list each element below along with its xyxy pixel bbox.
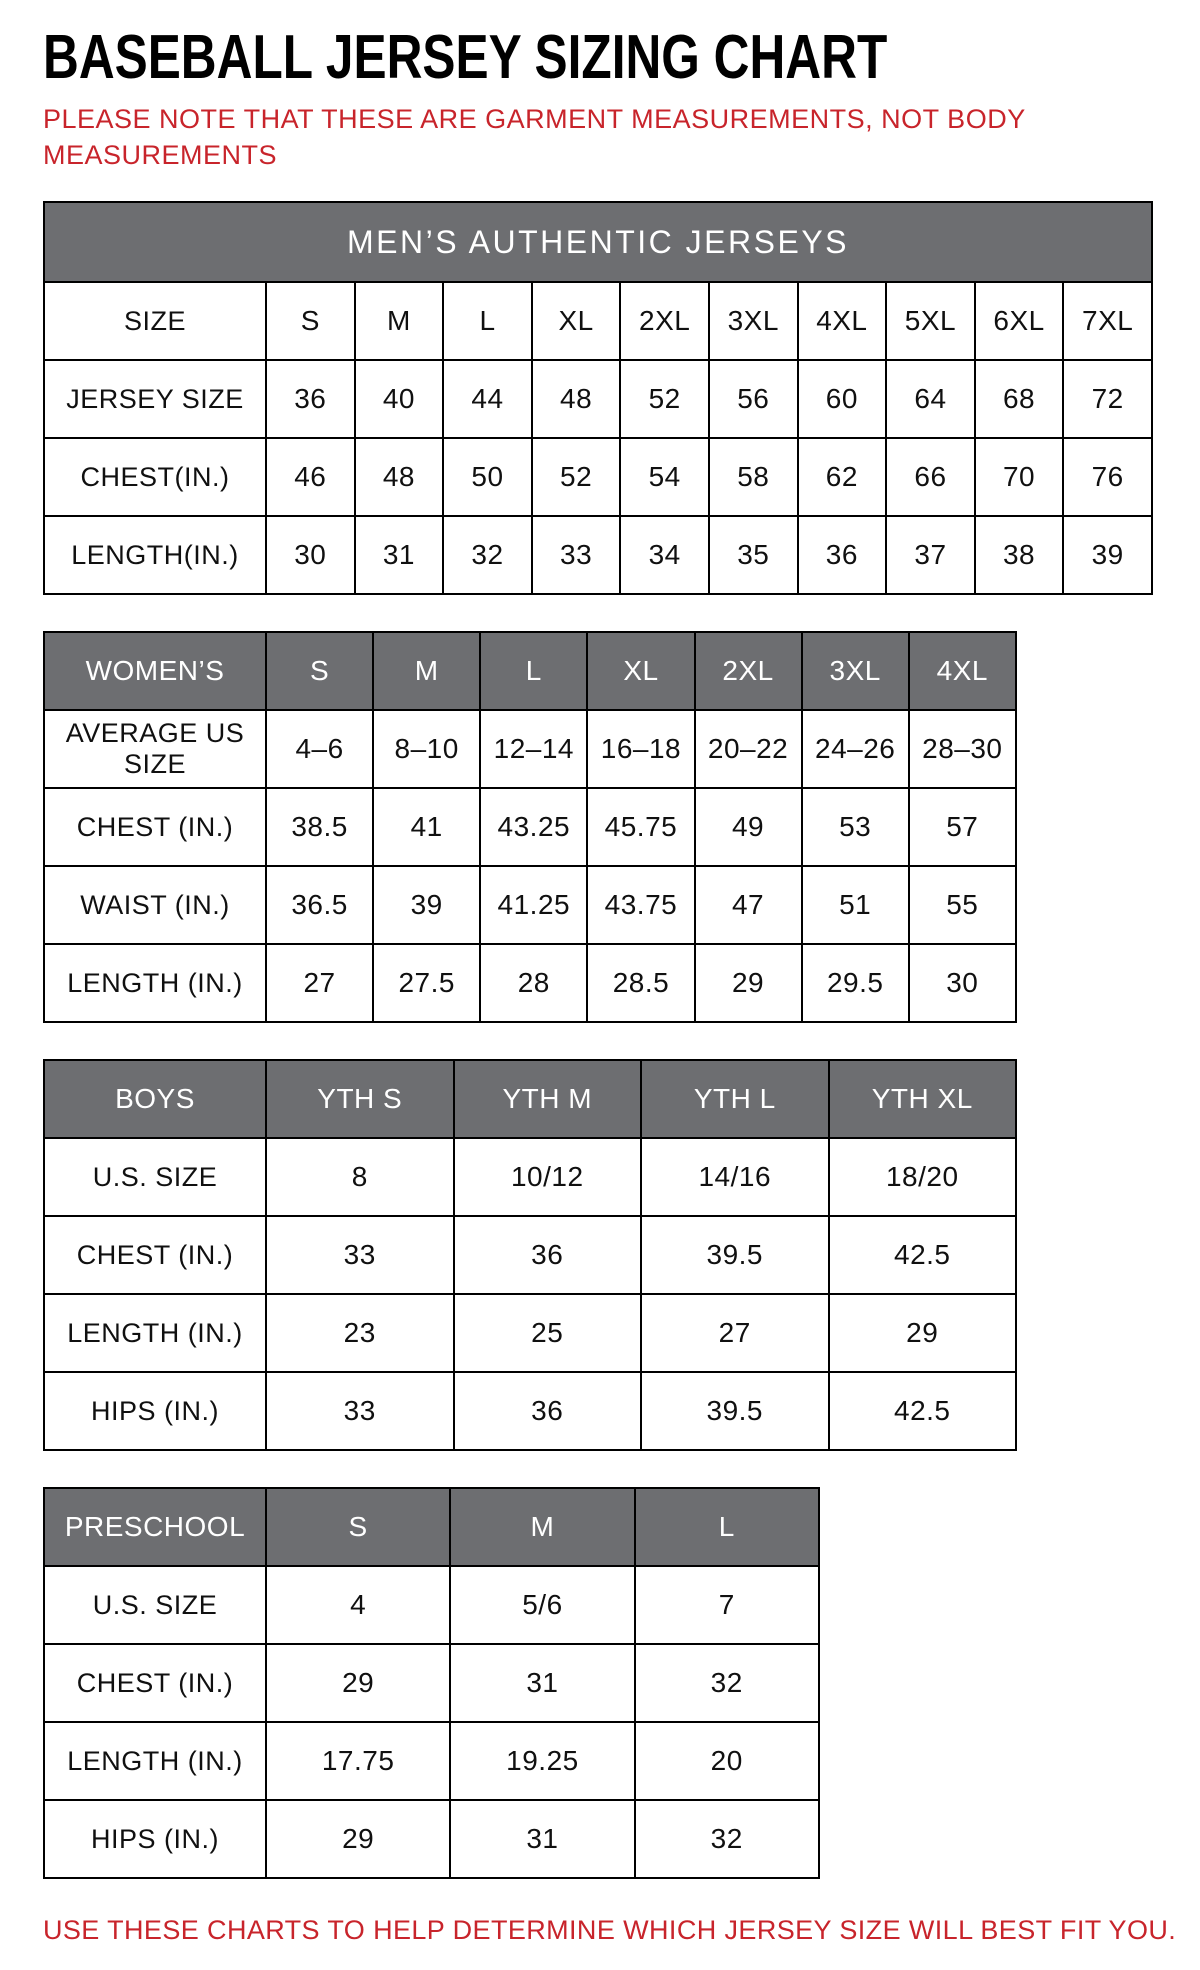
table-cell: 48 <box>532 360 621 438</box>
column-header: M <box>450 1488 634 1566</box>
table-cell: 14/16 <box>641 1138 829 1216</box>
row-label: LENGTH (IN.) <box>44 1722 266 1800</box>
table-cell: 36 <box>266 360 355 438</box>
table-cell: 39 <box>1063 516 1152 594</box>
table-cell: 4XL <box>798 282 887 360</box>
table-row <box>44 866 1016 944</box>
table-cell: 5/6 <box>450 1566 634 1644</box>
table-cell: 5XL <box>886 282 975 360</box>
table-cell: 76 <box>1063 438 1152 516</box>
mens-table-body <box>44 282 1152 594</box>
table-cell: 43.25 <box>480 788 587 866</box>
mens-table-head <box>44 202 1152 282</box>
table-cell: 17.75 <box>266 1722 450 1800</box>
column-header: YTH XL <box>829 1060 1017 1138</box>
table-cell: 33 <box>532 516 621 594</box>
table-cell: 18/20 <box>829 1138 1017 1216</box>
table-cell: 34 <box>620 516 709 594</box>
table-cell: 28–30 <box>909 710 1016 788</box>
table-header-label: BOYS <box>44 1060 266 1138</box>
table-banner-row <box>44 202 1152 282</box>
table-cell: 27 <box>641 1294 829 1372</box>
table-cell: 36 <box>454 1372 642 1450</box>
table-cell: 3XL <box>709 282 798 360</box>
boys-table-body <box>44 1060 1016 1450</box>
table-cell: XL <box>532 282 621 360</box>
row-label: CHEST(IN.) <box>44 438 266 516</box>
table-cell: 66 <box>886 438 975 516</box>
table-cell: 48 <box>355 438 444 516</box>
table-cell: 36 <box>454 1216 642 1294</box>
row-label: U.S. SIZE <box>44 1566 266 1644</box>
table-cell: 64 <box>886 360 975 438</box>
table-row <box>44 438 1152 516</box>
table-cell: 24–26 <box>802 710 909 788</box>
row-label: LENGTH (IN.) <box>44 944 266 1022</box>
column-header: YTH M <box>454 1060 642 1138</box>
table-cell: 55 <box>909 866 1016 944</box>
table-row <box>44 516 1152 594</box>
table-cell: 53 <box>802 788 909 866</box>
table-cell: 58 <box>709 438 798 516</box>
table-cell: 32 <box>443 516 532 594</box>
column-header: L <box>480 632 587 710</box>
table-cell: 46 <box>266 438 355 516</box>
row-label: LENGTH (IN.) <box>44 1294 266 1372</box>
womens-sizing-table <box>43 631 1017 1023</box>
column-header-row <box>44 1488 819 1566</box>
table-row <box>44 1216 1016 1294</box>
page-title: BASEBALL JERSEY SIZING CHART <box>43 23 888 92</box>
table-row <box>44 360 1152 438</box>
table-cell: 40 <box>355 360 444 438</box>
column-header: 2XL <box>695 632 802 710</box>
table-cell: 8 <box>266 1138 454 1216</box>
table-cell: 38 <box>975 516 1064 594</box>
table-cell: 36.5 <box>266 866 373 944</box>
mens-table-title: MEN’S AUTHENTIC JERSEYS <box>44 202 1152 282</box>
table-cell: 38.5 <box>266 788 373 866</box>
table-cell: 72 <box>1063 360 1152 438</box>
column-header: XL <box>587 632 694 710</box>
table-cell: 52 <box>532 438 621 516</box>
column-header: S <box>266 632 373 710</box>
table-cell: 30 <box>266 516 355 594</box>
row-label: CHEST (IN.) <box>44 788 266 866</box>
table-cell: 32 <box>635 1644 819 1722</box>
table-cell: 16–18 <box>587 710 694 788</box>
column-header: M <box>373 632 480 710</box>
column-header-row <box>44 632 1016 710</box>
table-cell: 33 <box>266 1372 454 1450</box>
table-cell: 23 <box>266 1294 454 1372</box>
table-cell: 42.5 <box>829 1372 1017 1450</box>
table-cell: 39.5 <box>641 1372 829 1450</box>
table-cell: 29 <box>266 1800 450 1878</box>
table-cell: 45.75 <box>587 788 694 866</box>
column-header: L <box>635 1488 819 1566</box>
table-cell: 27.5 <box>373 944 480 1022</box>
table-cell: 36 <box>798 516 887 594</box>
table-cell: 29.5 <box>802 944 909 1022</box>
table-cell: 20–22 <box>695 710 802 788</box>
table-cell: 33 <box>266 1216 454 1294</box>
table-cell: 41.25 <box>480 866 587 944</box>
column-header: 4XL <box>909 632 1016 710</box>
column-header: YTH L <box>641 1060 829 1138</box>
table-cell: 54 <box>620 438 709 516</box>
table-cell: 7 <box>635 1566 819 1644</box>
table-row <box>44 1644 819 1722</box>
table-row <box>44 282 1152 360</box>
table-row <box>44 944 1016 1022</box>
table-row <box>44 1566 819 1644</box>
table-row <box>44 710 1016 788</box>
table-cell: 60 <box>798 360 887 438</box>
table-row <box>44 1138 1016 1216</box>
table-cell: 62 <box>798 438 887 516</box>
table-cell: 10/12 <box>454 1138 642 1216</box>
column-header: S <box>266 1488 450 1566</box>
table-cell: 41 <box>373 788 480 866</box>
fit-advice-footer: USE THESE CHARTS TO HELP DETERMINE WHICH JERSEY SIZE WILL BEST FIT YOU. <box>43 1915 1177 1946</box>
table-cell: 4–6 <box>266 710 373 788</box>
table-cell: 37 <box>886 516 975 594</box>
table-cell: 12–14 <box>480 710 587 788</box>
row-label: JERSEY SIZE <box>44 360 266 438</box>
table-cell: 51 <box>802 866 909 944</box>
table-cell: 30 <box>909 944 1016 1022</box>
boys-sizing-table <box>43 1059 1017 1451</box>
table-cell: 42.5 <box>829 1216 1017 1294</box>
table-cell: S <box>266 282 355 360</box>
column-header: YTH S <box>266 1060 454 1138</box>
table-cell: 39 <box>373 866 480 944</box>
table-cell: M <box>355 282 444 360</box>
table-header-label: WOMEN’S <box>44 632 266 710</box>
table-cell: 70 <box>975 438 1064 516</box>
table-cell: 19.25 <box>450 1722 634 1800</box>
table-cell: 28 <box>480 944 587 1022</box>
table-row <box>44 1294 1016 1372</box>
table-row <box>44 788 1016 866</box>
table-cell: 35 <box>709 516 798 594</box>
column-header-row <box>44 1060 1016 1138</box>
table-cell: 25 <box>454 1294 642 1372</box>
garment-measurements-note: PLEASE NOTE THAT THESE ARE GARMENT MEASUREMENTS, NOT BODY MEASUREMENTS <box>43 104 1026 170</box>
table-cell: 49 <box>695 788 802 866</box>
row-label: U.S. SIZE <box>44 1138 266 1216</box>
table-cell: 4 <box>266 1566 450 1644</box>
table-cell: 7XL <box>1063 282 1152 360</box>
table-cell: 27 <box>266 944 373 1022</box>
row-label: LENGTH(IN.) <box>44 516 266 594</box>
table-cell: 31 <box>355 516 444 594</box>
table-cell: 8–10 <box>373 710 480 788</box>
row-label: AVERAGE US SIZE <box>44 710 266 788</box>
table-cell: 52 <box>620 360 709 438</box>
table-cell: 6XL <box>975 282 1064 360</box>
preschool-sizing-table <box>43 1487 820 1879</box>
table-cell: L <box>443 282 532 360</box>
table-cell: 43.75 <box>587 866 694 944</box>
mens-sizing-table <box>43 201 1153 595</box>
table-cell: 68 <box>975 360 1064 438</box>
table-cell: 50 <box>443 438 532 516</box>
table-cell: 31 <box>450 1644 634 1722</box>
table-cell: 57 <box>909 788 1016 866</box>
table-cell: 29 <box>829 1294 1017 1372</box>
table-cell: 31 <box>450 1800 634 1878</box>
womens-table-body <box>44 632 1016 1022</box>
table-row <box>44 1722 819 1800</box>
row-label: CHEST (IN.) <box>44 1644 266 1722</box>
row-label: HIPS (IN.) <box>44 1800 266 1878</box>
table-cell: 2XL <box>620 282 709 360</box>
table-cell: 32 <box>635 1800 819 1878</box>
row-label: WAIST (IN.) <box>44 866 266 944</box>
table-cell: 39.5 <box>641 1216 829 1294</box>
table-cell: 20 <box>635 1722 819 1800</box>
table-row <box>44 1372 1016 1450</box>
row-label: SIZE <box>44 282 266 360</box>
table-cell: 29 <box>695 944 802 1022</box>
table-header-label: PRESCHOOL <box>44 1488 266 1566</box>
table-cell: 28.5 <box>587 944 694 1022</box>
row-label: HIPS (IN.) <box>44 1372 266 1450</box>
preschool-table-body <box>44 1488 819 1878</box>
table-row <box>44 1800 819 1878</box>
table-cell: 44 <box>443 360 532 438</box>
table-cell: 56 <box>709 360 798 438</box>
row-label: CHEST (IN.) <box>44 1216 266 1294</box>
table-cell: 29 <box>266 1644 450 1722</box>
column-header: 3XL <box>802 632 909 710</box>
table-cell: 47 <box>695 866 802 944</box>
